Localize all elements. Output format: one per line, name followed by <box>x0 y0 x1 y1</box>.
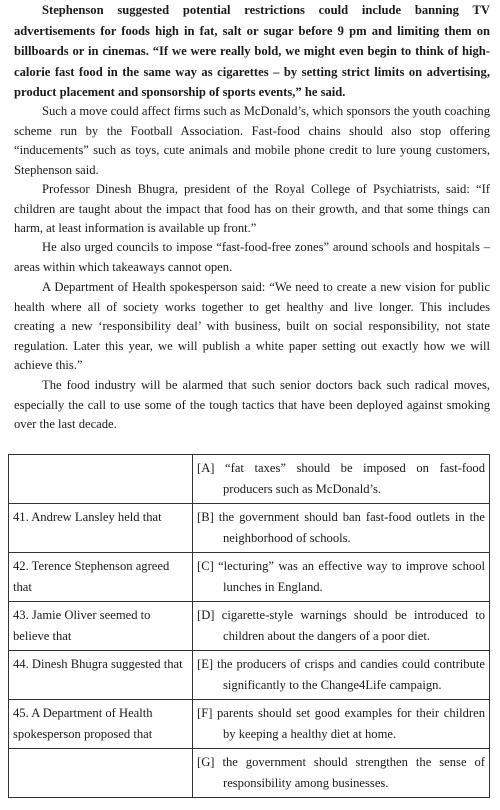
passage-paragraph-3: Professor Dinesh Bhugra, president of the Royal College of Psychiatrists, said: “If children are taught about the impact that food has on their growth, and that some things can harm, at least information is available up front.” <box>14 182 490 235</box>
option-text: [C] “lecturing” was an effective way to improve school lunches in England. <box>197 559 485 594</box>
question-cell <box>9 749 193 798</box>
option-text: [A] “fat taxes” should be imposed on fast-food producers such as McDonald’s. <box>197 461 485 496</box>
option-cell <box>193 504 490 553</box>
question-cell: 45. A Department of Health spokesperson proposed that <box>9 700 193 749</box>
table-row <box>9 700 490 749</box>
option-cell <box>193 553 490 602</box>
passage-paragraph-4: He also urged councils to impose “fast-food-free zones” around schools and hospitals – areas within which takeaways cannot open. <box>14 240 490 274</box>
question-cell: 42. Terence Stephenson agreed that <box>9 553 193 602</box>
option-text: [G] the government should strengthen the sense of responsibility among businesses. <box>197 755 485 790</box>
option-text: [B] the government should ban fast-food outlets in the neighborhood of schools. <box>197 510 485 545</box>
passage-paragraph-2: Such a move could affect firms such as McDonald’s, which sponsors the youth coaching scheme run by the Football Association. Fast-food chains should also stop offering “inducements” such as toys, cute animals and mobile phone credit to lure young customers, Stephenson said. <box>14 104 490 177</box>
option-cell <box>193 455 490 504</box>
option-text: [E] the producers of crisps and candies could contribute significantly to the Change4Life campaign. <box>197 657 485 692</box>
question-cell: 43. Jamie Oliver seemed to believe that <box>9 602 193 651</box>
table-row <box>9 602 490 651</box>
passage-paragraph-6: The food industry will be alarmed that such senior doctors back such radical moves, especially the call to use some of the tough tactics that have been deployed against smoking over the last decade. <box>14 378 490 431</box>
question-cell: 44. Dinesh Bhugra suggested that <box>9 651 193 700</box>
table-row <box>9 553 490 602</box>
option-cell <box>193 602 490 651</box>
option-cell <box>193 700 490 749</box>
passage-paragraph-5: A Department of Health spokesperson said: “We need to create a new vision for public health where all of society works together to get healthy and live longer. This includes creating a new ‘responsibility deal’ with business, built on social responsibility, not state regulation. Later this year, we will publish a white paper setting out exactly how we will achieve this.” <box>14 280 490 372</box>
option-text: [F] parents should set good examples for their children by keeping a healthy diet at home. <box>197 706 485 741</box>
matching-table <box>8 454 490 798</box>
table-row <box>9 749 490 798</box>
option-cell <box>193 651 490 700</box>
passage-paragraph-1: Stephenson suggested potential restrictions could include banning TV advertisements for foods high in fat, salt or sugar before 9 pm and limiting them on billboards or in cinemas. “If we were really bold, we might even begin to think of high-calorie fast food in the same way as cigarettes – by setting strict limits on advertising, product placement and sponsorship of sports events,” he said. <box>14 3 490 99</box>
option-text: [D] cigarette-style warnings should be introduced to children about the dangers of a poor diet. <box>197 608 485 643</box>
question-cell: 41. Andrew Lansley held that <box>9 504 193 553</box>
table-row <box>9 504 490 553</box>
option-cell <box>193 749 490 798</box>
table-row <box>9 651 490 700</box>
table-row <box>9 455 490 504</box>
question-cell <box>9 455 193 504</box>
